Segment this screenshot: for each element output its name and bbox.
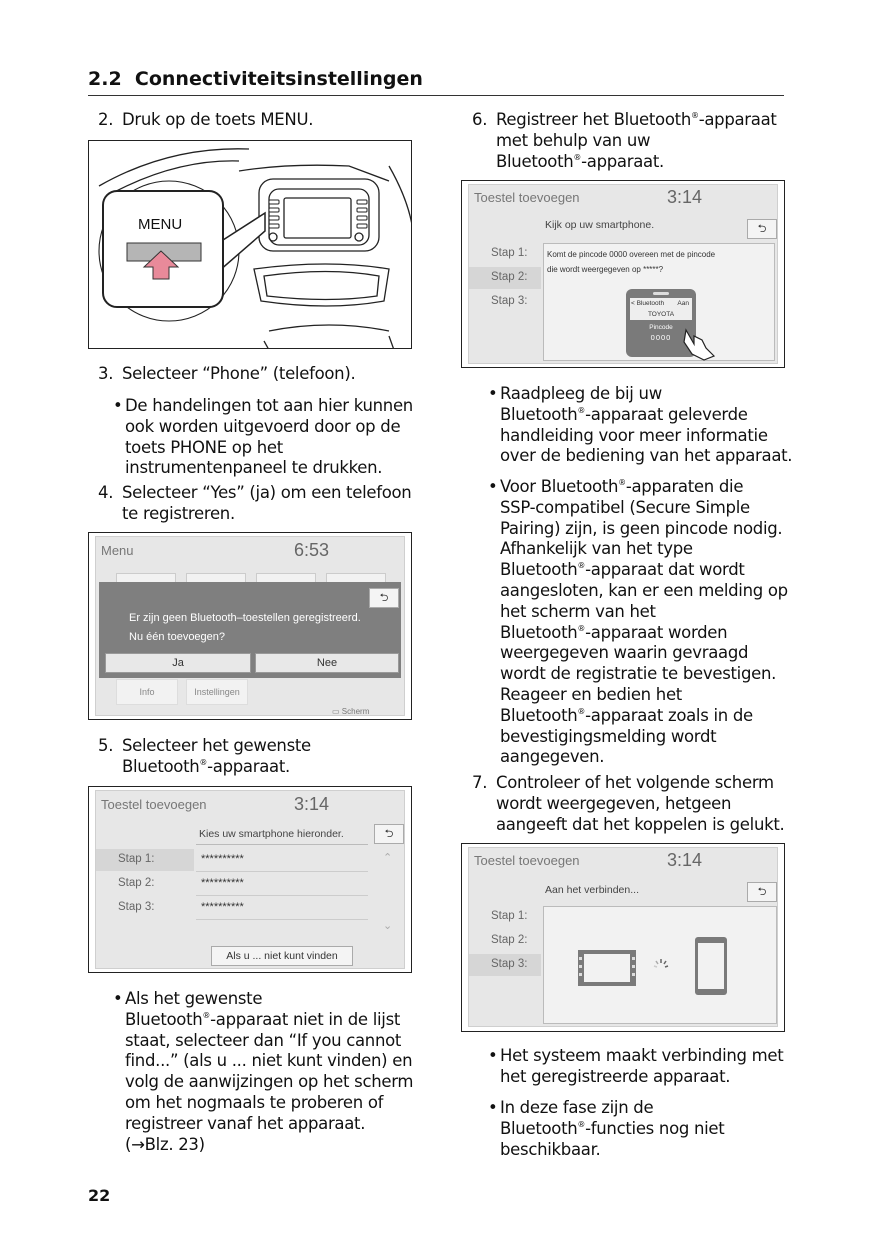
instruction-header: Kijk op uw smartphone. [545,219,655,231]
back-icon[interactable]: ⮌ [374,824,404,844]
screen-title: Toestel toevoegen [474,190,580,205]
pincode-message-2: die wordt weergegeven op *****? [547,265,664,274]
bullet-step-5: • Als het gewenste Bluetooth®-apparaat niet in de lijst staat, selecteer dan “If you cannot find...” (als u ... niet kunt vinden) en volg de aanwijzingen op het scherm om het nogmaals te proberen of registreer vanaf het apparaat. (→Blz. 23) [113,989,414,1154]
phone-speaker [653,292,669,295]
dialog [99,582,401,678]
connecting-header: Aan het verbinden... [545,884,639,896]
device-list-figure [88,786,412,973]
section-title: Connectiviteitsinstellingen [134,68,423,90]
step-3-label: Stap 3: [118,901,155,913]
device-list-screen [95,790,405,969]
dialog-message: Er zijn geen Bluetooth–toestellen geregistreerd. [129,612,361,624]
step-5: 5. Selecteer het gewenste Bluetooth®-apparaat. [98,736,311,776]
phone-pin-label: Pincode [649,324,673,331]
step-2: 2. Druk op de toets MENU. [98,110,314,129]
back-icon[interactable]: ⮌ [747,219,777,239]
section-heading [88,68,423,90]
hand-pointer-icon [680,326,720,362]
connecting-figure [461,843,785,1032]
list-header: Kies uw smartphone hieronder. [196,823,368,845]
step-3-label: Stap 3: [491,295,528,307]
step-6: 6. Registreer het Bluetooth®-apparaat met behulp van uw Bluetooth®-apparaat. [472,110,777,171]
cannot-find-button[interactable]: Als u ... niet kunt vinden [211,946,353,966]
dashboard-drawing [89,141,412,349]
device-item-1[interactable]: ********** [196,848,368,872]
bullet-step-6a: • Raadpleeg de bij uw Bluetooth®-apparaat geleverde handleiding voor meer informatie over de bediening van het apparaat. [488,384,793,466]
step-1-label: Stap 1: [491,247,528,259]
smartphone-icon [695,937,727,995]
menu-button-label: MENU [138,216,183,233]
screen-title: Menu [101,543,134,558]
no-button[interactable]: Nee [255,653,399,673]
scroll-up-icon[interactable]: ⌃ [383,852,393,864]
step-3: 3. Selecteer “Phone” (telefoon). [98,364,356,383]
screen-title: Toestel toevoegen [474,853,580,868]
bullet-step-7a: • Het systeem maakt verbinding met het geregistreerde apparaat. [488,1046,784,1086]
menu-screen [95,536,405,716]
loading-spinner-icon [654,959,668,967]
back-icon[interactable]: ⮌ [747,882,777,902]
settings-tile[interactable]: Instellingen [186,679,248,705]
step-1-label: Stap 1: [491,910,528,922]
page-number: 22 [88,1186,111,1205]
pincode-screen [468,184,778,364]
head-unit-icon [578,950,636,986]
phone-bt-row: < Bluetooth Aan [630,298,692,309]
bullet-step-3: • De handelingen tot aan hier kunnen ook worden uitgevoerd door op de toets PHONE op het instrumentenpaneel te drukken. [113,396,413,478]
connecting-screen [468,847,778,1027]
dialog-question: Nu één toevoegen? [129,631,226,643]
step-4: 4. Selecteer “Yes” (ja) om een telefoon te registreren. [98,483,412,523]
clock: 3:14 [667,850,703,870]
screen-icon: ▭ [332,707,340,716]
back-icon[interactable]: ⮌ [369,588,399,608]
step-2-label: Stap 2: [491,271,528,283]
pincode-message: Komt de pincode 0000 overeen met de pincode [547,250,716,259]
info-tile[interactable]: Info [116,679,178,705]
bullet-step-7b: • In deze fase zijn de Bluetooth®-functies nog niet beschikbaar. [488,1098,725,1159]
pincode-panel [543,243,775,361]
scroll-down-icon[interactable]: ⌄ [383,920,393,932]
device-item-2[interactable]: ********** [196,872,368,896]
screen-title: Toestel toevoegen [101,797,207,812]
menu-screen-figure [88,532,412,720]
connecting-panel [543,906,777,1024]
phone-pin-value: 0000 [650,333,672,342]
clock: 3:14 [294,794,330,814]
clock: 6:53 [294,540,330,560]
device-item-3[interactable]: ********** [196,896,368,920]
connection-illustration [544,907,778,1025]
step-2-label: Stap 2: [118,877,155,889]
yes-button[interactable]: Ja [105,653,251,673]
step-1-label: Stap 1: [118,853,155,865]
header-divider [88,95,784,96]
step-3-label: Stap 3: [491,958,528,970]
step-2-label: Stap 2: [491,934,528,946]
pincode-figure [461,180,785,368]
section-number: 2.2 [88,68,122,90]
dashboard-illustration [88,140,412,349]
step-7: 7. Controleer of het volgende scherm wordt weergegeven, hetgeen aangeeft dat het koppelen is gelukt. [472,773,785,834]
clock: 3:14 [667,187,703,207]
phone-device-name: TOYOTA [630,309,692,320]
bullet-step-6b: • Voor Bluetooth®-apparaten die SSP-compatibel (Secure Simple Pairing) zijn, is geen pincode nodig. Afhankelijk van het type Bluetooth®-apparaat dat wordt aangesloten, kan er een melding op het scherm van het Bluetooth®-apparaat worden weergegeven waarin gevraagd wordt de registratie te bevestigen. Reageer en bedien het Bluetooth®-apparaat zoals in de bevestigingsmelding wordt aangegeven. [488,477,788,767]
screen-button[interactable]: ▭ Scherm [332,707,370,716]
